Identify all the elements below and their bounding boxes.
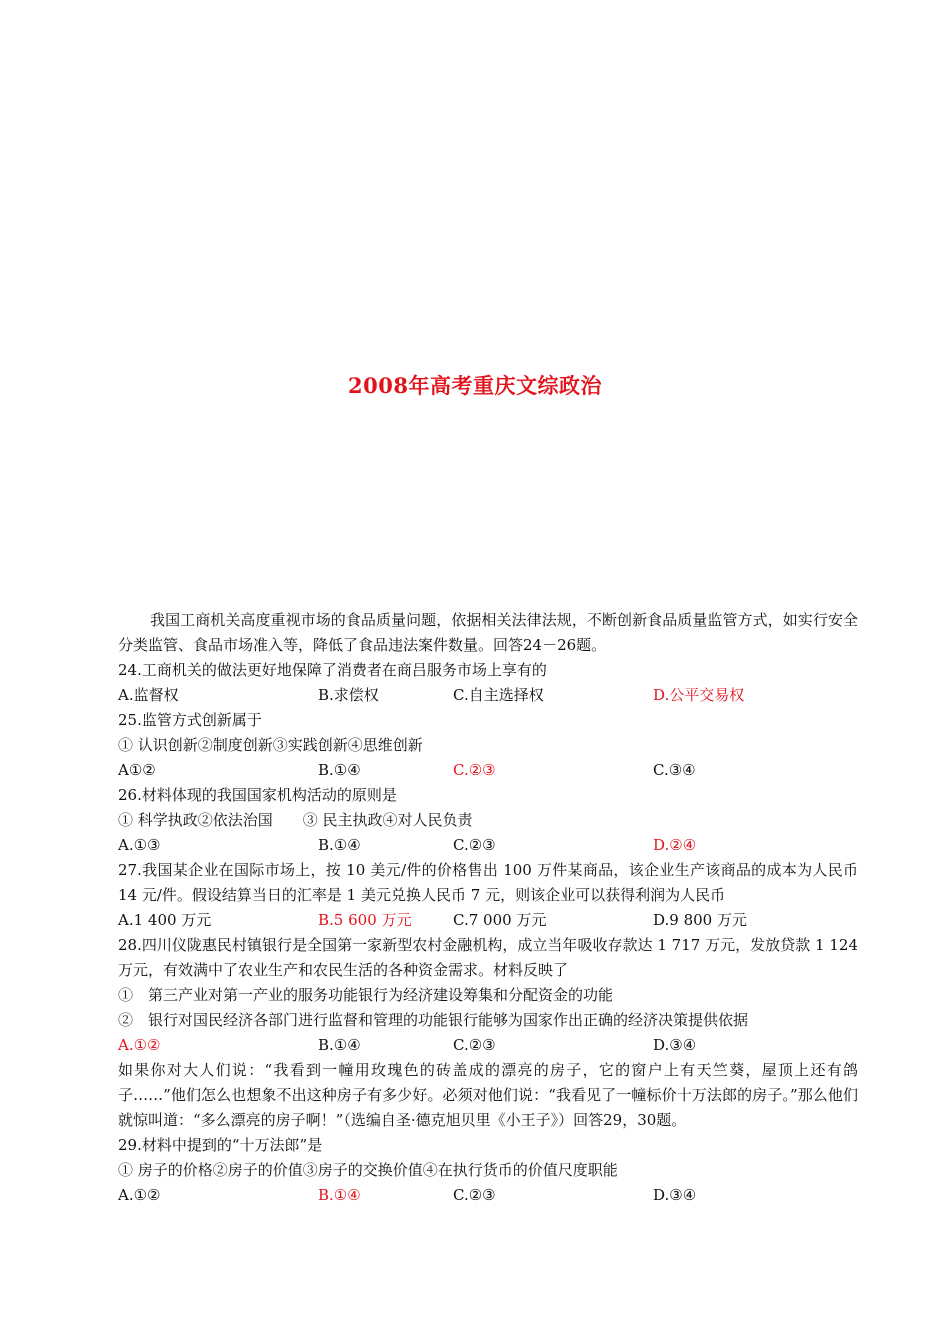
q28-option-a-answer: A.①②	[118, 1036, 161, 1054]
q28-option-d: D.③④	[653, 1036, 697, 1054]
question-25-items: ① 认识创新②制度创新③实践创新④思维创新	[118, 736, 423, 754]
intro-passage-1: 我国工商机关高度重视市场的食品质量问题，依据相关法律法规，不断创新食品质量监管方式，如实行安全分类监管、食品市场准入等，降低了食品违法案件数量。回答24－26题。	[118, 611, 858, 654]
q29-option-d: D.③④	[653, 1186, 697, 1204]
q25-option-c-answer: C.②③	[453, 761, 496, 779]
q24-option-d-answer: D.公平交易权	[653, 686, 745, 704]
question-28-stem: 28.四川仪陇惠民村镇银行是全国第一家新型农村金融机构，成立当年吸收存款达 1 717 万元，发放贷款 1 124 万元，有效满中了农业生产和农民生活的各种资金需求。材料反映了	[118, 936, 858, 979]
question-25-stem: 25.监管方式创新属于	[118, 711, 262, 729]
q28-option-c: C.②③	[453, 1036, 496, 1054]
question-24-stem: 24.工商机关的做法更好地保障了消费者在商吕服务市场上享有的	[118, 661, 547, 679]
question-26-items: ① 科学执政②依法治国 ③ 民主执政④对人民负责	[118, 811, 473, 829]
question-29-options	[118, 1183, 858, 1208]
q26-option-b: B.①④	[318, 836, 361, 854]
q24-option-a: A.监督权	[118, 686, 179, 704]
intro-passage-2: 如果你对大人们说：“我看到一幢用玫瑰色的砖盖成的漂亮的房子，它的窗户上有天竺葵，屋顶上还有鸽子……”他们怎么也想象不出这种房子有多少好。必须对他们说：“我看见了一幢标价十万法郎的房子。”那么他们就惊叫道：“多么漂亮的房子啊！”（选编自圣·德克旭贝里《小王子》）回答29，30题。	[118, 1061, 858, 1129]
q27-option-a: A.1 400 万元	[118, 911, 212, 929]
q24-option-c: C.自主选择权	[453, 686, 544, 704]
q27-option-d: D.9 800 万元	[653, 911, 747, 929]
question-29-items: ① 房子的价格②房子的价值③房子的交换价值④在执行货币的价值尺度职能	[118, 1161, 618, 1179]
question-28-options	[118, 1033, 858, 1058]
document-title: 2008年高考重庆文综政治	[348, 373, 602, 398]
q27-option-b-answer: B.5 600 万元	[318, 911, 412, 929]
q25-option-a: A①②	[118, 761, 156, 779]
q26-option-c: C.②③	[453, 836, 496, 854]
question-24-options	[118, 683, 858, 708]
q26-option-d-answer: D.②④	[653, 836, 697, 854]
question-25-options	[118, 758, 858, 783]
question-27-options	[118, 908, 858, 933]
question-28-item-2: ② 银行对国民经济各部门进行监督和管理的功能银行能够为国家作出正确的经济决策提供依据	[118, 1011, 749, 1029]
document-body	[118, 608, 858, 1208]
question-26-stem: 26.材料体现的我国国家机构活动的原则是	[118, 786, 397, 804]
question-26-options	[118, 833, 858, 858]
question-29-stem: 29.材料中提到的“十万法郎”是	[118, 1136, 323, 1154]
q28-option-b: B.①④	[318, 1036, 361, 1054]
q25-option-d: C.③④	[653, 761, 696, 779]
q29-option-c: C.②③	[453, 1186, 496, 1204]
q29-option-a: A.①②	[118, 1186, 161, 1204]
q27-option-c: C.7 000 万元	[453, 911, 547, 929]
question-27-stem: 27.我国某企业在国际市场上，按 10 美元/件的价格售出 100 万件某商品，该企业生产该商品的成本为人民币 14 元/件。假设结算当日的汇率是 1 美元兑换人民币 7 元，则该企业可以获得利润为人民币	[118, 861, 858, 904]
question-28-item-1: ① 第三产业对第一产业的服务功能银行为经济建设筹集和分配资金的功能	[118, 986, 614, 1004]
q29-option-b-answer: B.①④	[318, 1186, 361, 1204]
q25-option-b: B.①④	[318, 761, 361, 779]
q24-option-b: B.求偿权	[318, 686, 379, 704]
q26-option-a: A.①③	[118, 836, 161, 854]
